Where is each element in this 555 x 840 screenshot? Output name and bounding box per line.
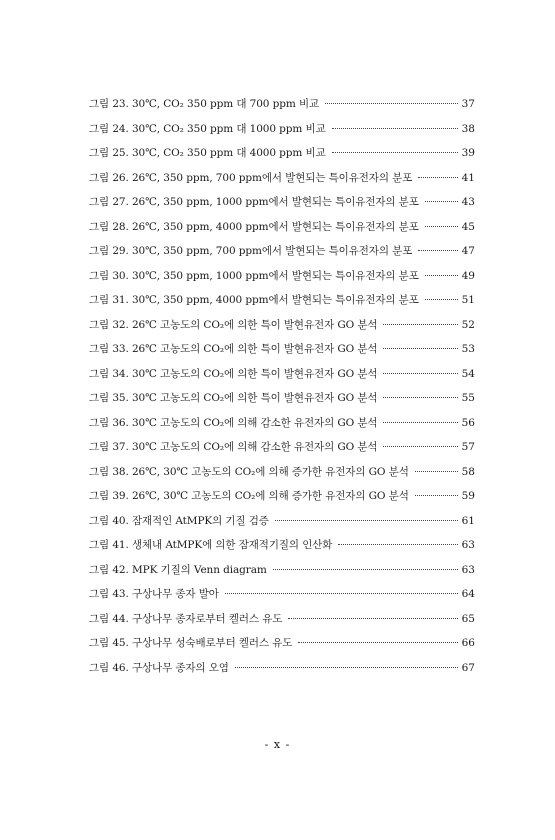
toc-entry-page: 58 xyxy=(461,465,475,478)
toc-entry-page: 39 xyxy=(461,147,475,159)
toc-entry[interactable] xyxy=(89,537,475,562)
dot-leader xyxy=(383,422,457,423)
toc-entry[interactable] xyxy=(89,243,475,268)
dot-leader xyxy=(225,593,458,594)
toc-entry-title: 그림 44. 구상나무 종자로부터 켈러스 유도 xyxy=(89,612,283,625)
dot-leader xyxy=(332,128,458,129)
toc-entry-page: 55 xyxy=(461,392,475,404)
toc-entry-page: 41 xyxy=(461,171,475,184)
toc-entry-title: 그림 41. 생체내 AtMPK에 의한 잠재적기질의 인산화 xyxy=(89,539,333,551)
toc-entry-page: 59 xyxy=(461,490,475,502)
toc-entry[interactable] xyxy=(89,513,475,538)
toc-entry[interactable] xyxy=(89,145,475,170)
dot-leader xyxy=(425,201,458,202)
toc-entry-page: 51 xyxy=(461,294,475,306)
toc-entry[interactable] xyxy=(89,635,475,660)
dot-leader xyxy=(383,397,457,398)
toc-entry-title: 그림 37. 30℃ 고농도의 CO₂에 의해 감소한 유전자의 GO 분석 xyxy=(89,441,378,453)
toc-entry-title: 그림 30. 30℃, 350 ppm, 1000 ppm에서 발현되는 특이유전자의 분포 xyxy=(89,269,419,282)
toc-entry-title: 그림 31. 30℃, 350 ppm, 4000 ppm에서 발현되는 특이유전자의 분포 xyxy=(89,294,419,306)
toc-entry[interactable] xyxy=(89,219,475,244)
toc-entry[interactable] xyxy=(89,317,475,342)
toc-entry-page: 52 xyxy=(461,318,475,331)
dot-leader xyxy=(275,520,458,521)
toc-entry[interactable] xyxy=(89,268,475,293)
toc-entry[interactable] xyxy=(89,562,475,587)
toc-entry-page: 63 xyxy=(461,539,475,551)
toc-entry-title: 그림 45. 구상나무 성숙배로부터 켈러스 유도 xyxy=(89,637,293,649)
toc-entry-title: 그림 34. 30℃ 고농도의 CO₂에 의한 특이 발현유전자 GO 분석 xyxy=(89,367,378,380)
toc-entry[interactable] xyxy=(89,439,475,464)
toc-entry-title: 그림 35. 30℃ 고농도의 CO₂에 의한 특이 발현유전자 GO 분석 xyxy=(89,392,378,404)
toc-entry[interactable] xyxy=(89,390,475,415)
toc-entry-page: 65 xyxy=(461,612,475,625)
toc-entry[interactable] xyxy=(89,488,475,513)
toc-entry-page: 64 xyxy=(461,588,475,600)
dot-leader xyxy=(383,324,457,325)
dot-leader xyxy=(425,275,458,276)
toc-entry-page: 57 xyxy=(461,441,475,453)
toc-entry-page: 53 xyxy=(461,343,475,355)
toc-entry-title: 그림 43. 구상나무 종자 발아 xyxy=(89,588,219,600)
dot-leader xyxy=(325,103,458,104)
dot-leader xyxy=(415,495,458,496)
toc-entry-title: 그림 26. 26℃, 350 ppm, 700 ppm에서 발현되는 특이유전자의 분포 xyxy=(89,171,413,184)
toc-entry-title: 그림 39. 26℃, 30℃ 고농도의 CO₂에 의해 증가한 유전자의 GO 분석 xyxy=(89,490,409,502)
toc-entry-title: 그림 36. 30℃ 고농도의 CO₂에 의해 감소한 유전자의 GO 분석 xyxy=(89,416,378,429)
dot-leader xyxy=(273,569,458,570)
toc-entry-page: 43 xyxy=(461,196,475,208)
toc-entry-title: 그림 27. 26℃, 350 ppm, 1000 ppm에서 발현되는 특이유전자의 분포 xyxy=(89,196,419,208)
dot-leader xyxy=(418,250,457,251)
toc-entry[interactable] xyxy=(89,660,475,685)
dot-leader xyxy=(418,177,457,178)
toc-entry[interactable] xyxy=(89,292,475,317)
dot-leader xyxy=(235,667,458,668)
toc-entry-page: 56 xyxy=(461,416,475,429)
toc-entry-page: 49 xyxy=(461,269,475,282)
toc-entry-title: 그림 29. 30℃, 350 ppm, 700 ppm에서 발현되는 특이유전자의 분포 xyxy=(89,245,413,257)
dot-leader xyxy=(425,299,458,300)
toc-entry-title: 그림 25. 30℃, CO₂ 350 ppm 대 4000 ppm 비교 xyxy=(89,147,326,159)
toc-entry-title: 그림 46. 구상나무 종자의 오염 xyxy=(89,661,229,674)
toc-entry[interactable] xyxy=(89,415,475,440)
toc-entry-title: 그림 40. 잠재적인 AtMPK의 기질 검증 xyxy=(89,514,269,527)
toc-entry[interactable] xyxy=(89,194,475,219)
toc-entry[interactable] xyxy=(89,586,475,611)
dot-leader xyxy=(383,373,457,374)
toc-entry-title: 그림 24. 30℃, CO₂ 350 ppm 대 1000 ppm 비교 xyxy=(89,122,326,135)
toc-entry-title: 그림 32. 26℃ 고농도의 CO₂에 의한 특이 발현유전자 GO 분석 xyxy=(89,318,378,331)
toc-entry-title: 그림 42. MPK 기질의 Venn diagram xyxy=(89,563,267,576)
toc-entry[interactable] xyxy=(89,341,475,366)
toc-entry[interactable] xyxy=(89,170,475,195)
toc-entry-page: 38 xyxy=(461,122,475,135)
table-of-figures xyxy=(89,96,475,684)
toc-entry-title: 그림 28. 26℃, 350 ppm, 4000 ppm에서 발현되는 특이유전자의 분포 xyxy=(89,220,419,233)
toc-entry[interactable] xyxy=(89,121,475,146)
toc-entry-page: 63 xyxy=(461,563,475,576)
toc-entry-page: 37 xyxy=(461,98,475,110)
toc-entry-title: 그림 33. 26℃ 고농도의 CO₂에 의한 특이 발현유전자 GO 분석 xyxy=(89,343,378,355)
toc-entry-page: 47 xyxy=(461,245,475,257)
toc-entry-page: 67 xyxy=(461,661,475,674)
toc-entry[interactable] xyxy=(89,611,475,636)
dot-leader xyxy=(425,226,458,227)
toc-entry[interactable] xyxy=(89,96,475,121)
toc-entry-title: 그림 23. 30℃, CO₂ 350 ppm 대 700 ppm 비교 xyxy=(89,98,320,110)
dot-leader xyxy=(415,471,458,472)
dot-leader xyxy=(288,618,457,619)
toc-entry[interactable] xyxy=(89,464,475,489)
dot-leader xyxy=(332,152,458,153)
toc-entry-page: 61 xyxy=(461,514,475,527)
toc-entry-page: 54 xyxy=(461,367,475,380)
dot-leader xyxy=(298,642,457,643)
dot-leader xyxy=(383,348,457,349)
page-number: - x - xyxy=(264,738,291,751)
toc-entry-page: 66 xyxy=(461,637,475,649)
dot-leader xyxy=(338,544,457,545)
toc-entry[interactable] xyxy=(89,366,475,391)
dot-leader xyxy=(383,446,457,447)
toc-entry-title: 그림 38. 26℃, 30℃ 고농도의 CO₂에 의해 증가한 유전자의 GO 분석 xyxy=(89,465,409,478)
toc-entry-page: 45 xyxy=(461,220,475,233)
